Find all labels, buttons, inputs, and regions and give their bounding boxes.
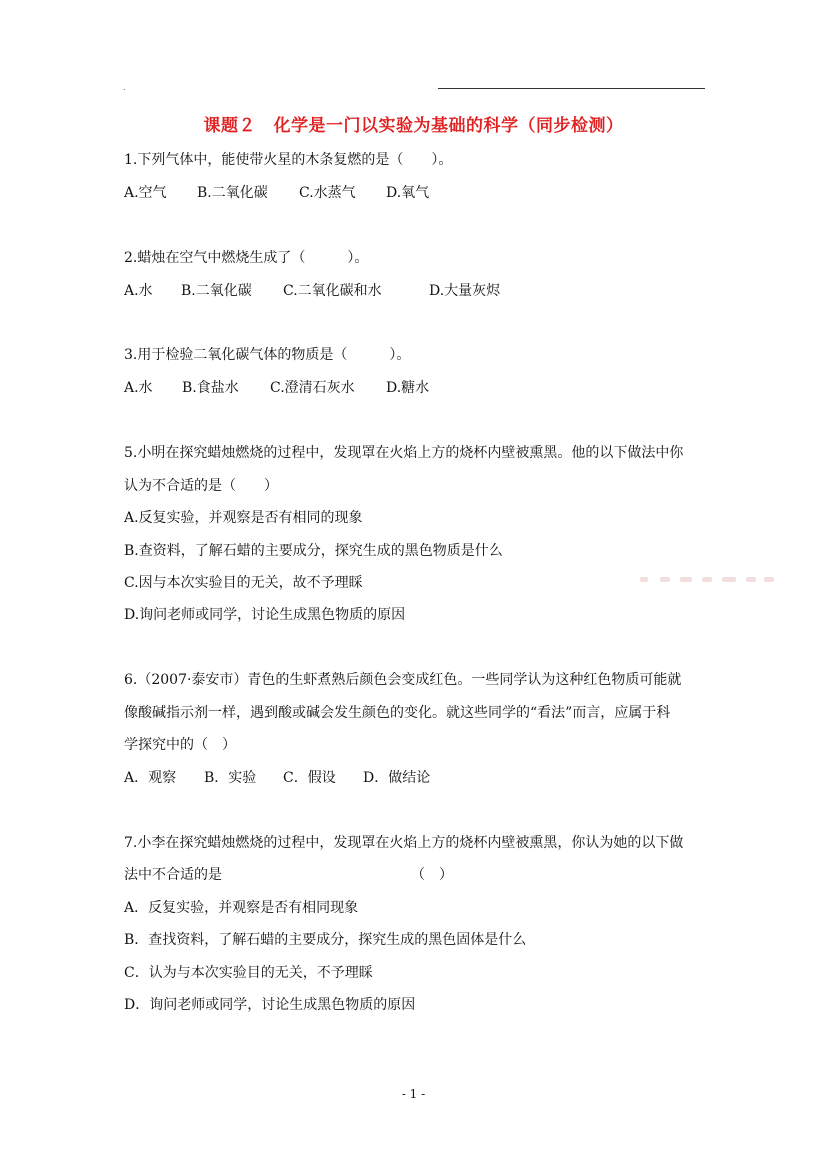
question-1-option-c: C.水蒸气 [299,185,356,201]
page-number: - 1 - [401,1087,426,1101]
question-6-stem-line-2: 像酸碱指示剂一样，遇到酸或碱会发生颜色的变化。就这些同学的“看法”而言，应属于科 [124,705,671,721]
question-7-option-d: D．询问老师或同学，讨论生成黑色物质的原因 [124,997,416,1013]
question-5-stem-line-2: 认为不合适的是（ ） [124,478,278,494]
question-6-option-d: D．做结论 [363,770,431,786]
question-5-option-a: A.反复实验，并观察是否有相同的现象 [124,510,363,526]
question-5-stem-line-1: 5.小明在探究蜡烛燃烧的过程中，发现罩在火焰上方的烧杯内壁被熏黑。他的以下做法中你 [124,445,684,461]
question-3-option-a: A.水 [124,380,153,396]
scan-artifact [640,577,775,583]
question-6-stem-line-3: 学探究中的（ ） [124,737,236,753]
question-5-option-c: C.因与本次实验目的无关，故不予理睬 [124,575,363,591]
question-1-option-d: D.氧气 [386,185,430,201]
question-3-stem: 3.用于检验二氧化碳气体的物质是（ ）。 [124,347,411,363]
question-2-option-b: B.二氧化碳 [181,283,252,299]
question-1-option-b: B.二氧化碳 [197,185,268,201]
question-5-option-d: D.询问老师或同学，讨论生成黑色物质的原因 [124,607,406,623]
question-3-option-d: D.糖水 [386,380,430,396]
header-dot: . [123,83,126,92]
question-6-option-c: C．假设 [283,770,336,786]
question-6-option-a: A．观察 [124,770,177,786]
question-7-option-c: C．认为与本次实验目的无关，不予理睬 [124,965,373,981]
question-1-option-a: A.空气 [124,185,167,201]
page-title: 课题２ 化学是一门以实验为基础的科学（同步检测） [203,116,624,136]
question-2-stem: 2.蜡烛在空气中燃烧生成了（ ）。 [124,250,369,266]
question-2-option-d: D.大量灰烬 [429,283,501,299]
question-2-option-a: A.水 [124,283,153,299]
question-5-option-b: B.查资料，了解石蜡的主要成分，探究生成的黑色物质是什么 [124,543,503,559]
question-2-option-c: C.二氧化碳和水 [283,283,382,299]
question-3-option-c: C.澄清石灰水 [270,380,355,396]
question-7-option-a: A．反复实验，并观察是否有相同现象 [124,900,359,916]
question-7-stem-line-2: 法中不合适的是 （ ） [124,867,453,883]
question-7-option-b: B．查找资料，了解石蜡的主要成分，探究生成的黑色固体是什么 [124,932,527,948]
header-rule [438,88,705,89]
question-3-option-b: B.食盐水 [182,380,239,396]
question-6-option-b: B．实验 [204,770,257,786]
question-1-stem: 1.下列气体中，能使带火星的木条复燃的是（ ）。 [124,152,453,168]
question-6-stem-line-1: 6.（2007·泰安市）青色的生虾煮熟后颜色会变成红色。一些同学认为这种红色物质可能就 [124,672,682,688]
question-7-stem-line-1: 7.小李在探究蜡烛燃烧的过程中，发现罩在火焰上方的烧杯内壁被熏黑，你认为她的以下做 [124,835,684,851]
